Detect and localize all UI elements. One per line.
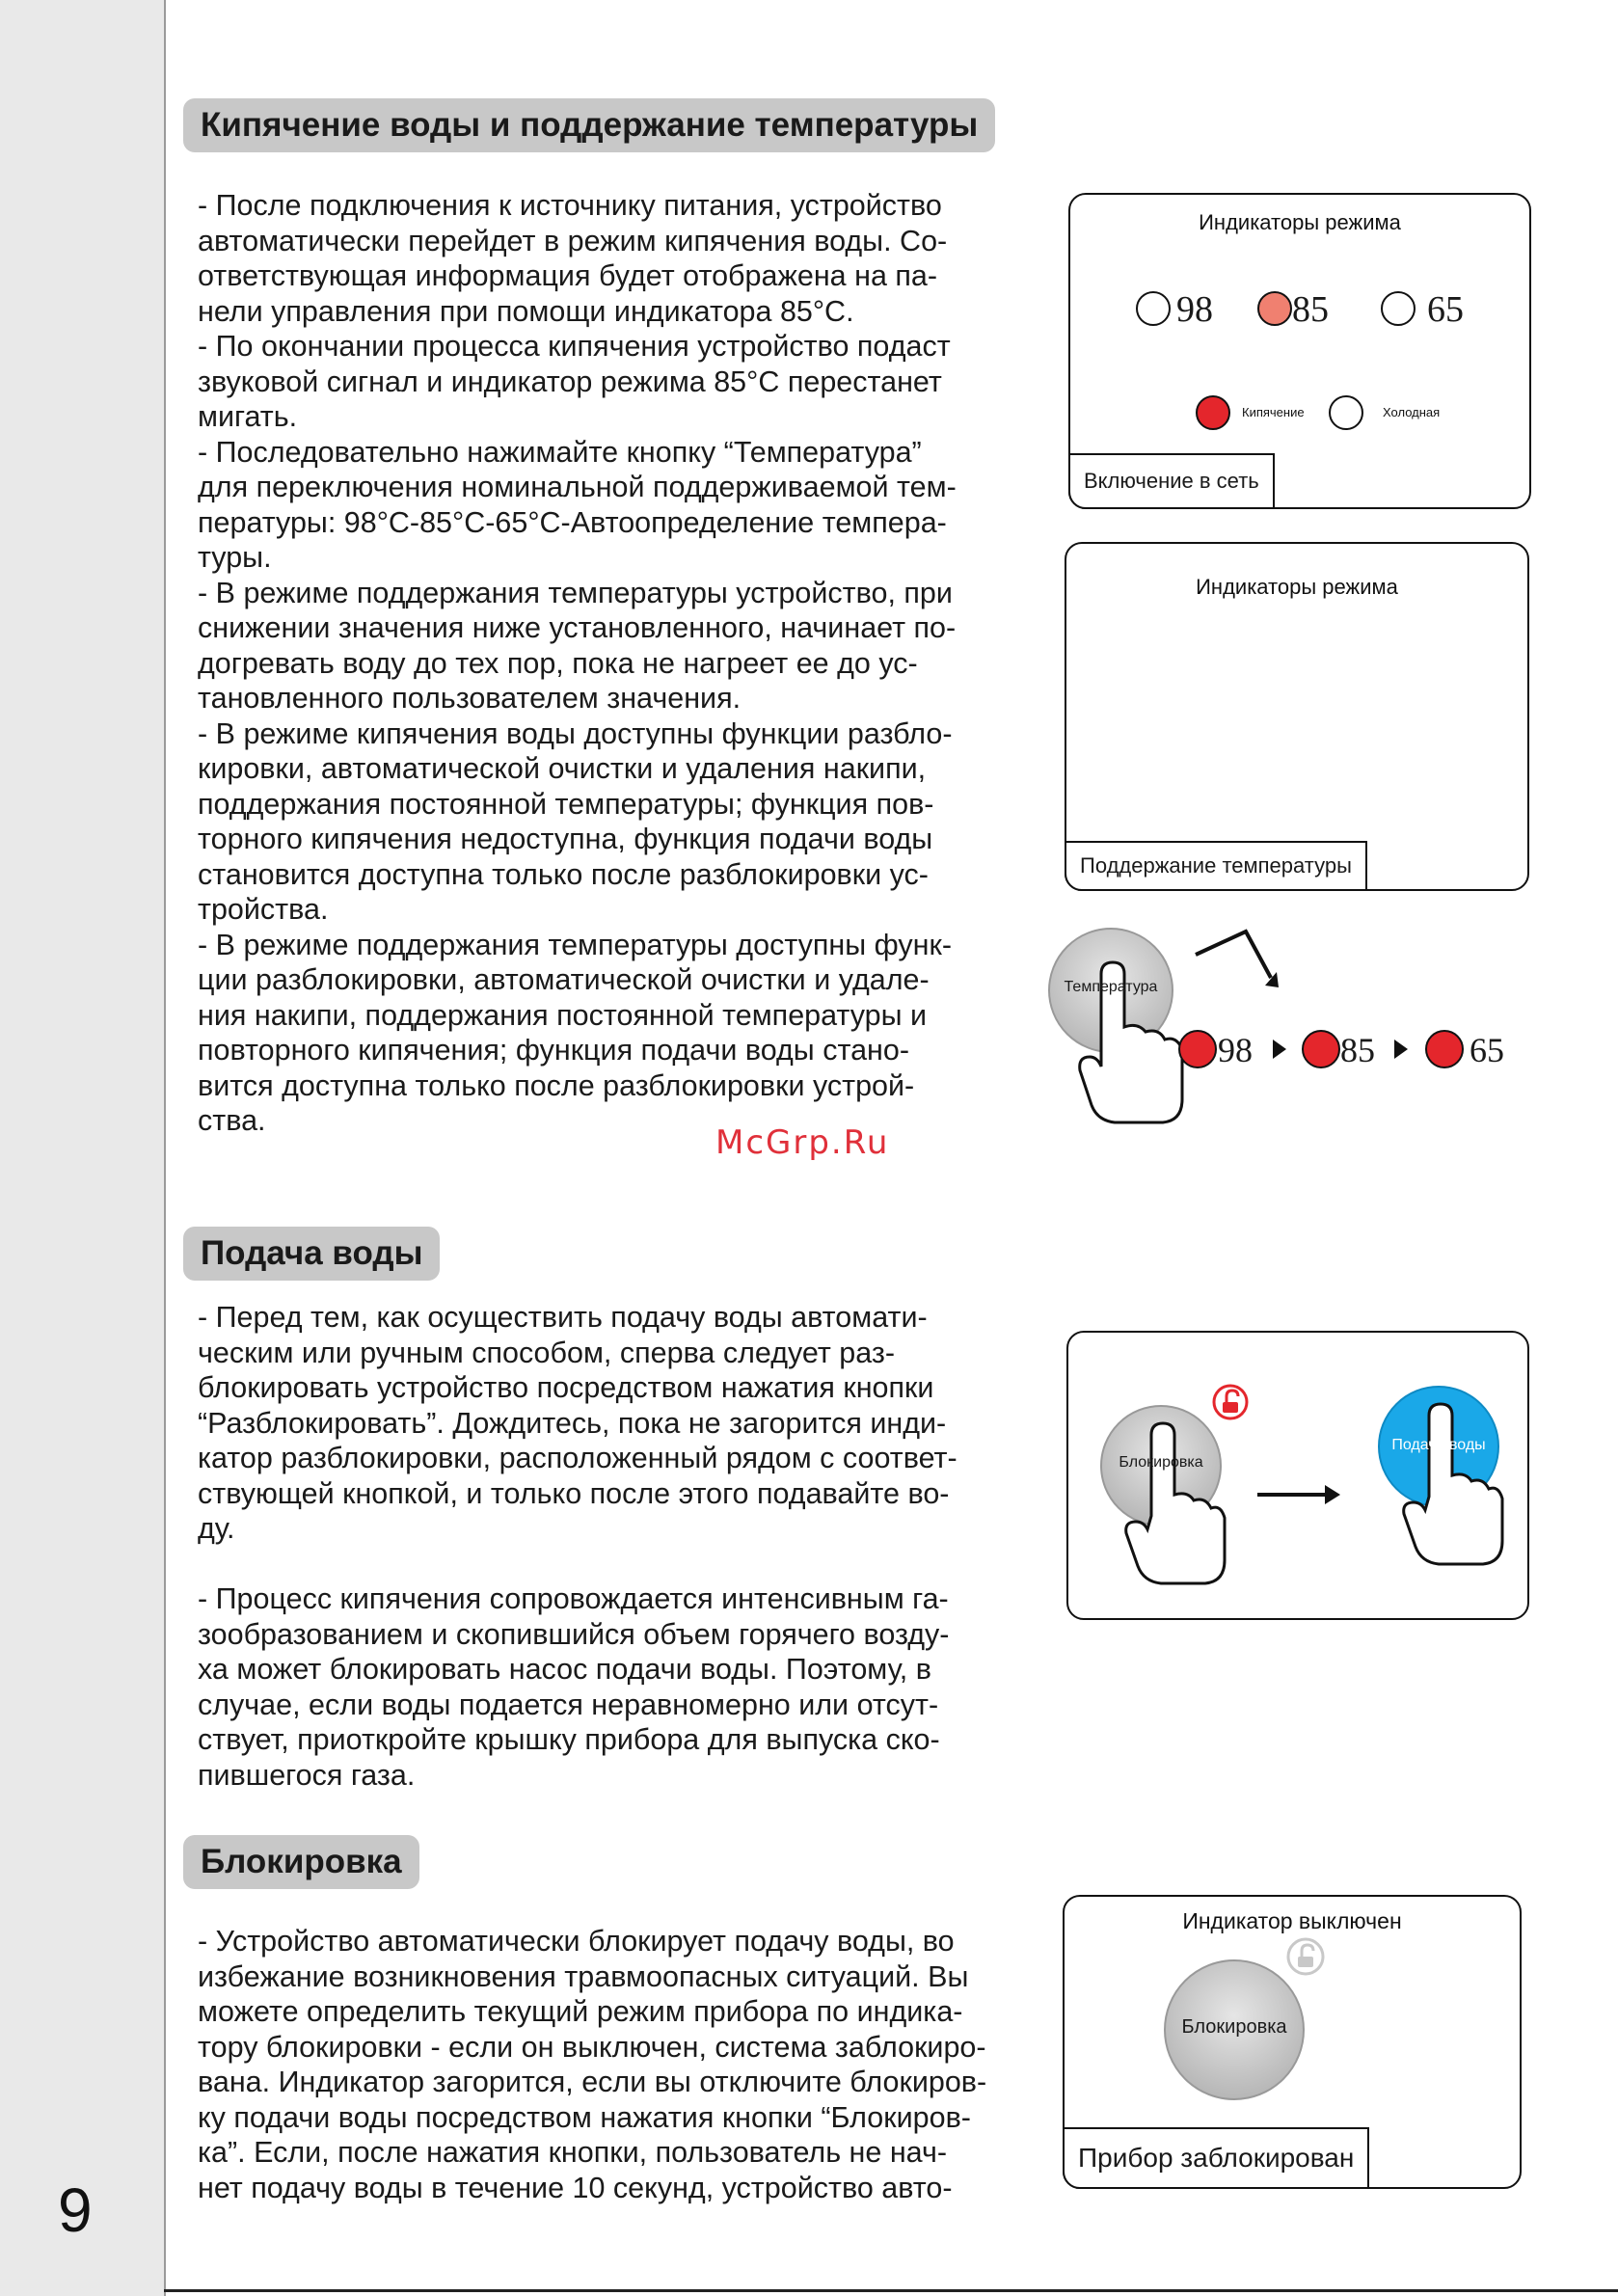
text-line: ха может блокировать насос подачи воды. Поэтому, в: [198, 1653, 931, 1686]
text-line: туры.: [198, 541, 272, 574]
text-line: ствует, приоткройте крышку прибора для выпуска ско-: [198, 1723, 940, 1756]
text-line: ния накипи, поддержания постоянной температуры и: [198, 998, 928, 1032]
temp-label-65: 65: [1427, 289, 1464, 330]
text-line: снижении значения ниже установленного, начинает по-: [198, 611, 957, 644]
unlock-water-panel: [1066, 1331, 1529, 1620]
text-line: ции разблокировки, автоматической очистки и удале-: [198, 963, 930, 996]
temperature-cycle-graphic: [1041, 916, 1543, 1176]
text-line: - В режиме поддержания температуры устройство, при: [198, 576, 953, 609]
text-line: ства.: [198, 1104, 266, 1137]
text-line: мигать.: [198, 400, 298, 433]
text-line: ствующей кнопкой, и только после этого подавайте во-: [198, 1476, 950, 1510]
panel-footer: Прибор заблокирован: [1063, 2127, 1369, 2189]
text-line: тройства.: [198, 893, 329, 926]
mode-indicator-panel-keep-warm: [1065, 542, 1529, 891]
indicator-98-icon: [1137, 292, 1170, 325]
water-button-label: Подача воды: [1391, 1437, 1486, 1453]
cycle-value-98: 98: [1218, 1031, 1253, 1069]
section-text-boiling: [198, 188, 1027, 1139]
section-heading-water-supply: Подача воды: [183, 1227, 440, 1281]
text-line: становится доступна только после разблокировки ус-: [198, 857, 929, 891]
cycle-arrow-icon: [1273, 1040, 1286, 1059]
cycle-dot-98-icon: [1179, 1031, 1216, 1067]
text-line: ку подачи воды посредством нажатия кнопки “Блокиров-: [198, 2100, 971, 2134]
boil-label: Кипячение: [1242, 405, 1305, 419]
text-line: звуковой сигнал и индикатор режима 85°С перестанет: [198, 365, 942, 398]
lock-status-panel: [1063, 1895, 1522, 2189]
page-margin-strip: [0, 0, 166, 2296]
lock-button-label: Блокировка: [1181, 2016, 1287, 2038]
text-line: - Перед тем, как осуществить подачу воды автомати-: [198, 1301, 928, 1334]
text-line: - В режиме поддержания температуры доступны функ-: [198, 928, 952, 961]
text-line: пившегося газа.: [198, 1758, 416, 1792]
indicator-65-icon: [1382, 292, 1415, 325]
page-number: 9: [58, 2175, 93, 2245]
text-line: можете определить текущий режим прибора по индика-: [198, 1995, 963, 2028]
unlock-water-graphic: [1068, 1333, 1527, 1618]
panel-footer: Поддержание температуры: [1065, 841, 1367, 891]
text-line: нели управления при помощи индикатора 85°С.: [198, 294, 854, 328]
text-line: [198, 1547, 1046, 1582]
text-line: поддержания постоянной температуры; функция пов-: [198, 787, 934, 821]
text-line: тановленного пользователем значения.: [198, 682, 742, 715]
panel-footer: Включение в сеть: [1068, 453, 1275, 509]
cycle-dot-85-icon: [1303, 1031, 1339, 1067]
text-line: автоматически перейдет в режим кипячения воды. Со-: [198, 224, 948, 257]
text-line: ответствующая информация будет отображена на па-: [198, 259, 938, 292]
text-line: тору блокировки - если он выключен, система заблокиро-: [198, 2030, 986, 2064]
section-text-lock: [198, 1924, 1046, 2205]
cycle-value-85: 85: [1340, 1031, 1375, 1069]
text-line: вится доступна только после разблокировки устрой-: [198, 1068, 915, 1102]
text-line: повторного кипячения; функция подачи воды стано-: [198, 1034, 910, 1067]
text-line: катор разблокировки, расположенный рядом с соответ-: [198, 1442, 957, 1474]
section-heading-lock: Блокировка: [183, 1835, 419, 1889]
text-line: случае, если воды подается неравномерно или отсут-: [198, 1688, 939, 1721]
temp-label-98: 98: [1176, 289, 1213, 330]
text-line: - Последовательно нажимайте кнопку “Температура”: [198, 435, 922, 469]
arrow-icon: [1196, 932, 1271, 978]
text-line: для переключения номинальной поддерживаемой тем-: [198, 471, 957, 503]
temperature-button-label: Температура: [1064, 979, 1158, 995]
panel-title: Индикаторы режима: [1199, 210, 1401, 234]
text-line: - Процесс кипячения сопровождается интенсивным га-: [198, 1582, 949, 1615]
section-heading-boiling: Кипячение воды и поддержание температуры: [183, 98, 995, 152]
cycle-dot-65-icon: [1426, 1031, 1463, 1067]
panel-title: Индикаторы режима: [1196, 575, 1398, 599]
text-line: ческим или ручным способом, сперва следует раз-: [198, 1336, 896, 1369]
text-line: - Устройство автоматически блокирует подачу воды, во: [198, 1925, 955, 1958]
watermark: McGrp.Ru: [715, 1123, 890, 1162]
indicator-85-icon: [1258, 292, 1291, 325]
cycle-value-65: 65: [1470, 1031, 1504, 1069]
lock-button-label: Блокировка: [1119, 1454, 1203, 1471]
text-line: избежание возникновения травмоопасных ситуаций. Вы: [198, 1959, 969, 1993]
text-line: ду.: [198, 1512, 235, 1545]
cold-label: Холодная: [1383, 405, 1441, 419]
cold-indicator-icon: [1330, 396, 1362, 429]
temp-label-85: 85: [1292, 289, 1329, 330]
text-line: вана. Индикатор загорится, если вы отключите блокиров-: [198, 2066, 987, 2098]
text-line: нет подачу воды в течение 10 секунд, устройство авто-: [198, 2171, 953, 2204]
bottom-rule: [164, 2289, 1618, 2292]
text-line: - По окончании процесса кипячения устройство подаст: [198, 330, 951, 363]
text-line: пературы: 98°С-85°С-65°С-Автоопределение темпера-: [198, 505, 947, 539]
mode-indicator-panel-power-on: [1068, 193, 1531, 509]
text-line: кировки, автоматической очистки и удаления накипи,: [198, 752, 927, 785]
text-line: ка”. Если, после нажатия кнопки, пользователь не нач-: [198, 2136, 948, 2169]
boil-indicator-icon: [1197, 396, 1229, 429]
text-line: торного кипячения недоступна, функция подачи воды: [198, 823, 933, 855]
panel-title: Индикатор выключен: [1182, 1908, 1402, 1933]
text-line: “Разблокировать”. Дождитесь, пока не загорится инди-: [198, 1406, 947, 1440]
text-line: - В режиме кипячения воды доступны функции разбло-: [198, 716, 953, 750]
text-line: зообразованием и скопившийся объем горячего возду-: [198, 1617, 950, 1651]
text-line: - После подключения к источнику питания, устройство: [198, 189, 942, 222]
text-line: догревать воду до тех пор, пока не нагреет ее до ус-: [198, 646, 918, 680]
section-text-water-supply: [198, 1300, 1046, 1793]
cycle-arrow-icon: [1394, 1040, 1408, 1059]
text-line: блокировать устройство посредством нажатия кнопки: [198, 1371, 934, 1404]
